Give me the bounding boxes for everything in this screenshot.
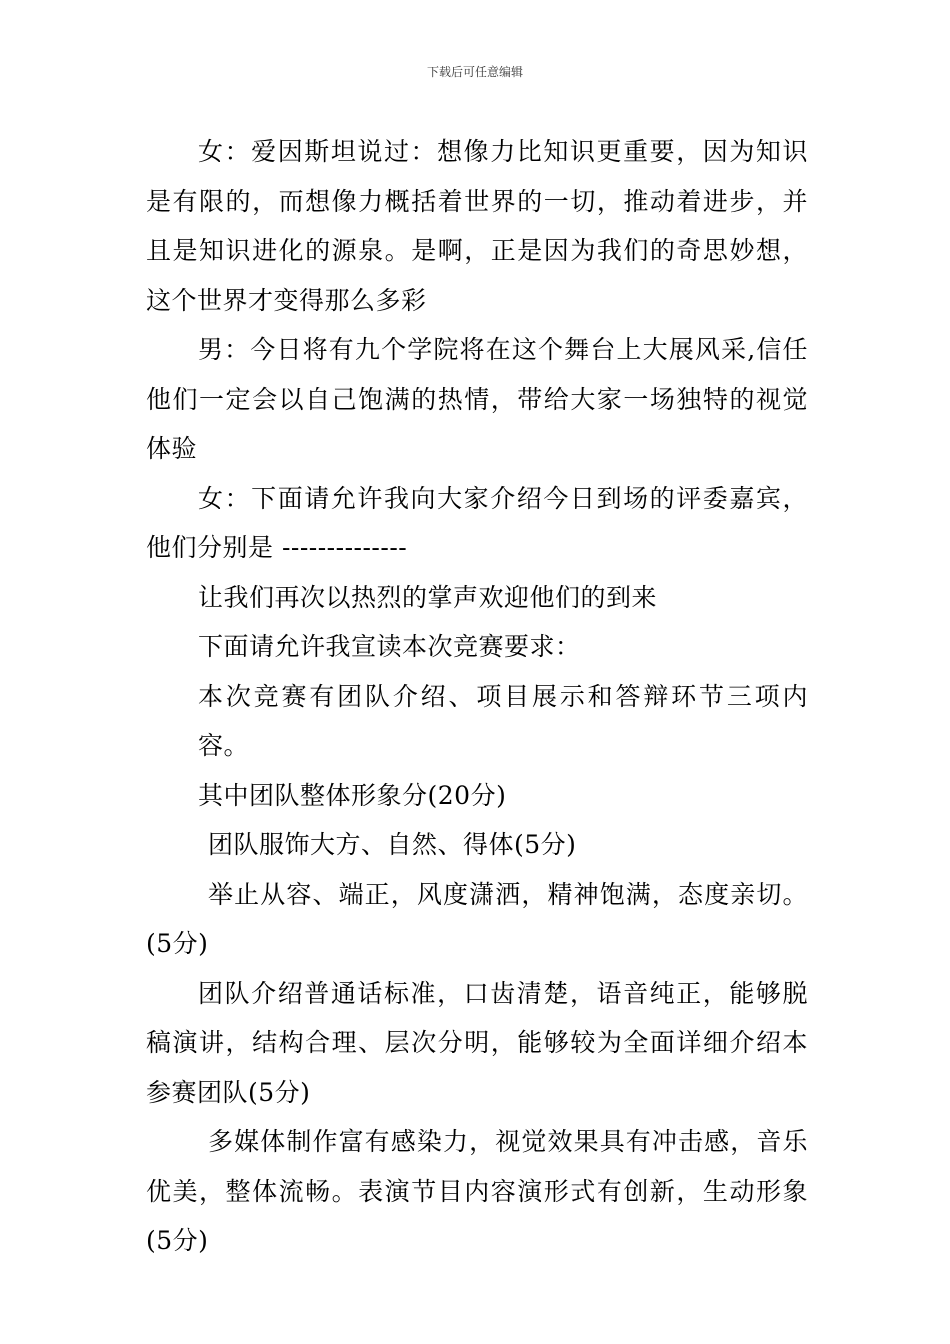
- page-header: 下载后可任意编辑: [426, 65, 523, 79]
- paragraph-team-manner: 举止从容、端正，风度潇洒，精神饱满，态度亲切。(5分): [146, 879, 808, 958]
- paragraph-female-host-judges: 女：下面请允许我向大家介绍今日到场的评委嘉宾，他们分别是 --------------: [146, 483, 808, 562]
- paragraph-male-host-colleges: 男：今日将有九个学院将在这个舞台上大展风采,信任他们一定会以自己饱满的热情，带给大家一场独特的视觉体验: [146, 335, 808, 463]
- paragraph-female-host-einstein: 女：爱因斯坦说过：想像力比知识更重要，因为知识是有限的，而想像力概括着世界的一切，推动着进步，并且是知识进化的源泉。是啊，正是因为我们的奇思妙想，这个世界才变得那么多彩: [146, 137, 808, 315]
- paragraph-team-attire: 团队服饰大方、自然、得体(5分): [208, 830, 577, 859]
- paragraph-multimedia: 多媒体制作富有感染力，视觉效果具有冲击感，音乐优美，整体流畅。表演节目内容演形式有创新，生动形象(5分): [146, 1127, 808, 1255]
- paragraph-team-image-score: 其中团队整体形象分(20分): [198, 780, 507, 810]
- paragraph-read-requirements: 下面请允许我宣读本次竞赛要求：: [198, 632, 581, 661]
- paragraph-welcome-applause: 让我们再次以热烈的掌声欢迎他们的到来: [198, 582, 658, 612]
- document-body: [146, 127, 808, 1266]
- paragraph-competition-content: 本次竞赛有团队介绍、项目展示和答辩环节三项内容。: [198, 681, 808, 760]
- paragraph-team-introduction: 团队介绍普通话标准，口齿清楚，语音纯正，能够脱稿演讲，结构合理、层次分明，能够较为全面详细介绍本参赛团队(5分): [146, 978, 808, 1107]
